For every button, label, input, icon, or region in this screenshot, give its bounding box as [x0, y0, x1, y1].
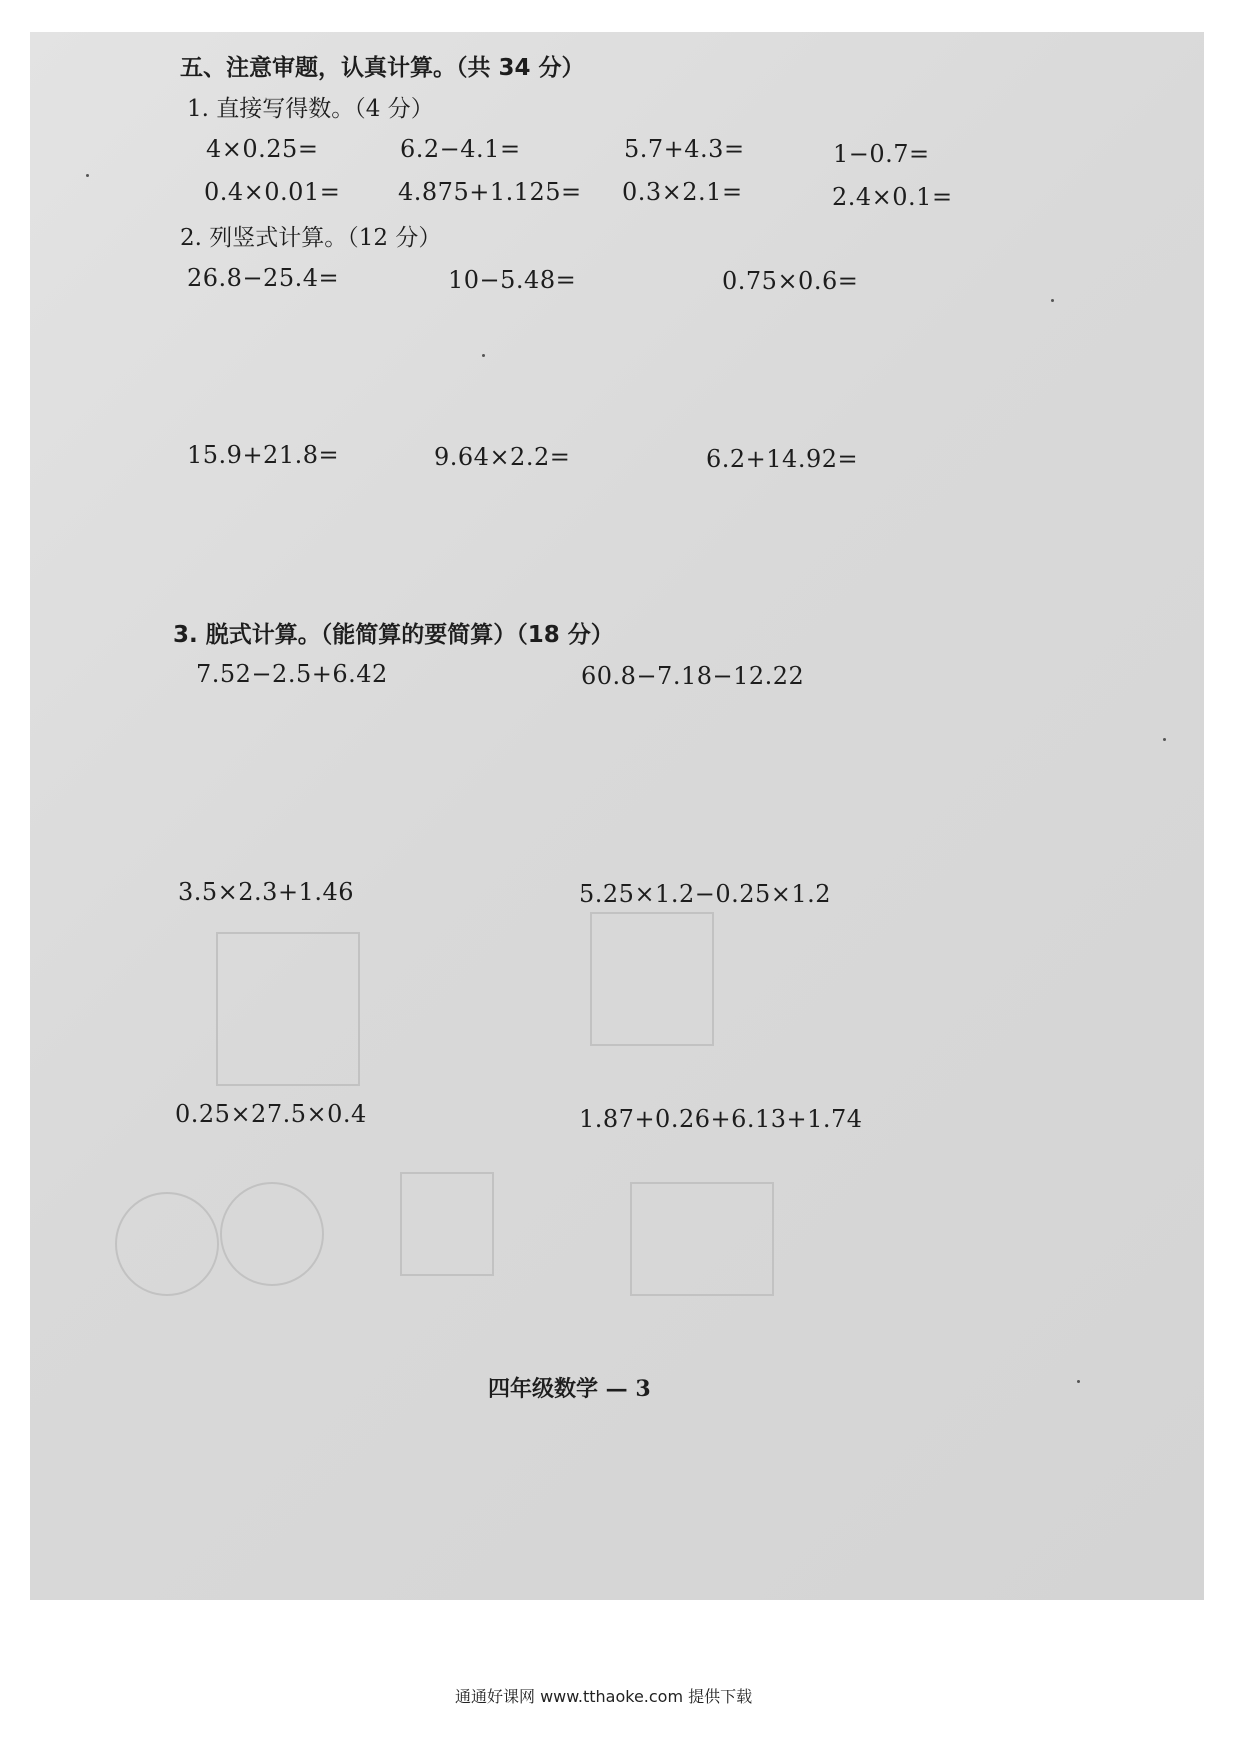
bleed-through-circle — [220, 1182, 324, 1286]
bleed-through-grid — [590, 912, 714, 1046]
q1-title: 1. 直接写得数。（4 分） — [187, 96, 434, 122]
scan-speck — [482, 354, 485, 357]
q1-item: 0.3×2.1= — [622, 178, 743, 206]
scan-speck — [1163, 738, 1166, 741]
bleed-through-grid — [630, 1182, 774, 1296]
bleed-through-grid — [400, 1172, 494, 1276]
q3-item: 7.52−2.5+6.42 — [196, 660, 388, 688]
q1-item: 2.4×0.1= — [832, 183, 953, 211]
section-title: 五、注意审题，认真计算。（共 34 分） — [180, 55, 585, 81]
q2-title: 2. 列竖式计算。（12 分） — [180, 225, 442, 251]
q1-item: 6.2−4.1= — [400, 135, 521, 163]
bleed-through-circle — [115, 1192, 219, 1296]
q2-item: 15.9+21.8= — [187, 441, 340, 469]
scan-speck — [1051, 299, 1054, 302]
q3-item: 60.8−7.18−12.22 — [581, 662, 805, 690]
q3-item: 0.25×27.5×0.4 — [175, 1100, 367, 1128]
q1-item: 5.7+4.3= — [624, 135, 745, 163]
q2-item: 0.75×0.6= — [722, 267, 859, 295]
q3-item: 1.87+0.26+6.13+1.74 — [579, 1105, 863, 1133]
q1-item: 1−0.7= — [833, 140, 930, 168]
page-footer: 四年级数学 — 3 — [488, 1376, 651, 1402]
q2-item: 6.2+14.92= — [706, 445, 859, 473]
q2-item: 9.64×2.2= — [434, 443, 571, 471]
download-watermark: 通通好课网 www.tthaoke.com 提供下载 — [455, 1687, 753, 1706]
q2-item: 10−5.48= — [448, 266, 577, 294]
exam-sheet — [30, 32, 1204, 1600]
q1-item: 4.875+1.125= — [398, 178, 582, 206]
q3-title: 3. 脱式计算。（能简算的要简算）（18 分） — [173, 622, 614, 648]
q3-item: 3.5×2.3+1.46 — [178, 878, 354, 906]
q3-item: 5.25×1.2−0.25×1.2 — [579, 880, 832, 908]
q1-item: 0.4×0.01= — [204, 178, 341, 206]
scan-speck — [1077, 1380, 1080, 1383]
q2-item: 26.8−25.4= — [187, 264, 340, 292]
bleed-through-grid — [216, 932, 360, 1086]
q1-item: 4×0.25= — [206, 135, 319, 163]
scan-speck — [86, 174, 89, 177]
